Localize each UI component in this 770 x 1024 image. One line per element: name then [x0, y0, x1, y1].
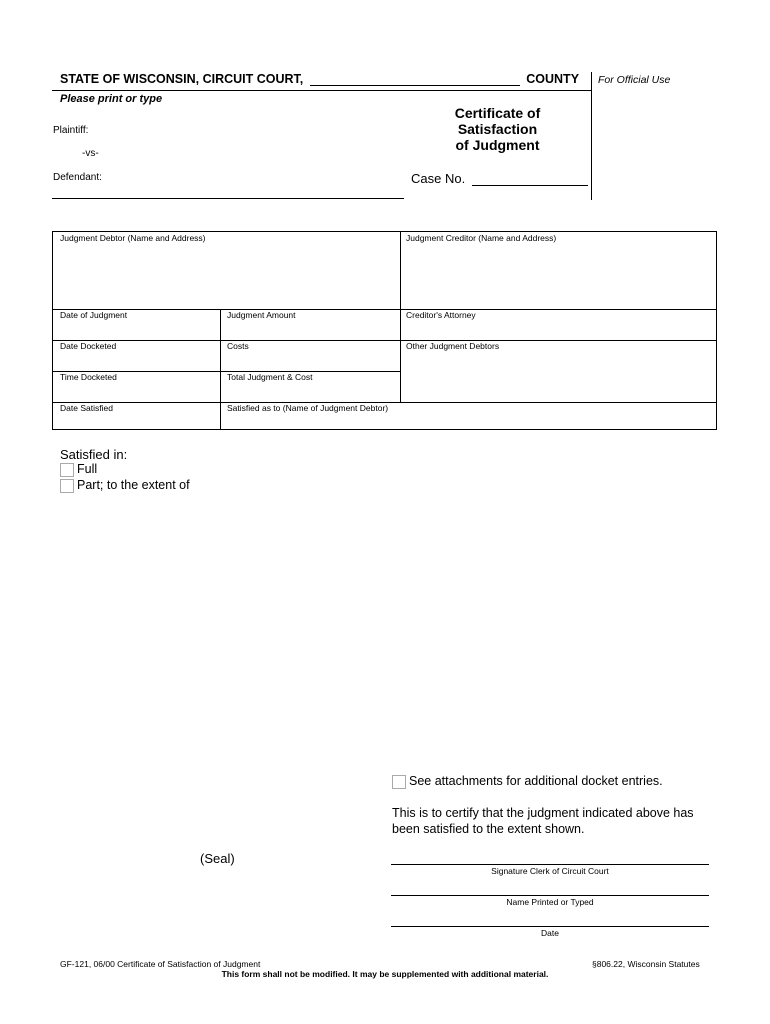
vs-label: -vs- — [82, 148, 99, 159]
court-header — [60, 72, 579, 86]
costs-label: Costs — [227, 341, 249, 351]
defendant-line[interactable] — [52, 198, 404, 199]
name-printed-line[interactable] — [391, 895, 709, 896]
grid-divider — [400, 232, 401, 402]
full-checkbox[interactable] — [60, 463, 74, 477]
judgment-amount-label: Judgment Amount — [227, 310, 296, 320]
other-judgment-debtors-label: Other Judgment Debtors — [406, 341, 500, 351]
total-judgment-cost-label: Total Judgment & Cost — [227, 372, 313, 382]
attachments-label: See attachments for additional docket entries. — [409, 774, 663, 788]
part-checkbox[interactable] — [60, 479, 74, 493]
grid-divider — [53, 340, 716, 341]
judgment-info-grid — [52, 231, 717, 430]
date-of-judgment-label: Date of Judgment — [60, 310, 128, 320]
header-rule — [52, 90, 591, 91]
defendant-label: Defendant: — [53, 172, 102, 183]
print-note: Please print or type — [60, 93, 163, 105]
date-label: Date — [541, 928, 559, 938]
judgment-creditor-label: Judgment Creditor (Name and Address) — [406, 233, 557, 243]
satisfied-as-to-label: Satisfied as to (Name of Judgment Debtor) — [227, 403, 389, 413]
time-docketed-label: Time Docketed — [60, 372, 117, 382]
date-line[interactable] — [391, 926, 709, 927]
court-prefix: STATE OF WISCONSIN, CIRCUIT COURT, — [60, 72, 304, 86]
date-satisfied-label: Date Satisfied — [60, 403, 113, 413]
county-label: COUNTY — [526, 72, 580, 86]
grid-divider — [53, 309, 716, 310]
seal-label: (Seal) — [200, 851, 235, 866]
case-no-label: Case No. — [411, 171, 466, 186]
modification-notice: This form shall not be modified. It may be supplemented with additional material. — [221, 969, 549, 979]
satisfied-in-heading: Satisfied in: — [60, 447, 128, 462]
plaintiff-label: Plaintiff: — [53, 125, 89, 136]
form-title — [420, 105, 575, 153]
title-line-1: Certificate of — [454, 105, 541, 121]
official-use-divider — [591, 72, 592, 200]
certification-text: This is to certify that the judgment indicated above has been satisfied to the extent shown. — [392, 806, 694, 836]
creditors-attorney-label: Creditor's Attorney — [406, 310, 476, 320]
clerk-signature-line[interactable] — [391, 864, 709, 865]
title-line-3: of Judgment — [455, 137, 540, 153]
full-label: Full — [77, 462, 98, 476]
county-name-field[interactable] — [310, 85, 520, 86]
attachments-checkbox[interactable] — [392, 775, 406, 789]
date-docketed-label: Date Docketed — [60, 341, 117, 351]
title-line-2: Satisfaction — [457, 121, 538, 137]
name-printed-label: Name Printed or Typed — [506, 897, 594, 907]
case-number-field[interactable] — [472, 185, 588, 186]
case-number — [411, 171, 588, 186]
grid-divider — [220, 309, 221, 430]
judgment-debtor-label: Judgment Debtor (Name and Address) — [60, 233, 206, 243]
part-label: Part; to the extent of — [77, 478, 190, 492]
statute-reference: §806.22, Wisconsin Statutes — [592, 959, 700, 969]
form-id: GF-121, 06/00 Certificate of Satisfaction of Judgment — [60, 959, 261, 969]
clerk-signature-label: Signature Clerk of Circuit Court — [491, 866, 609, 876]
official-use-label: For Official Use — [598, 74, 671, 86]
